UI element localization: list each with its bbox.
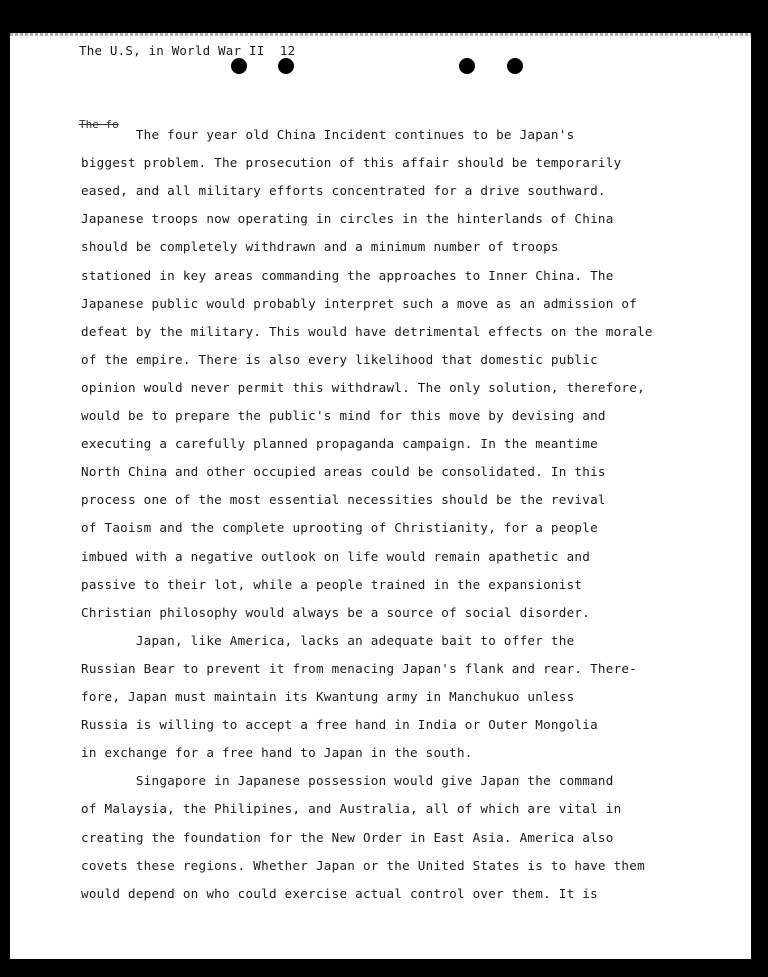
text-line: would depend on who could exercise actual control over them. It is [81, 885, 598, 901]
running-head: The U.S, in World War II 12 [79, 43, 296, 58]
punch-hole [459, 58, 475, 74]
text-line: of Malaysia, the Philipines, and Australia, all of which are vital in [81, 801, 622, 817]
document-page [10, 33, 751, 959]
text-line: The four year old China Incident continues to be Japan's [81, 127, 575, 142]
text-line: Singapore in Japanese possession would give Japan the command [81, 773, 614, 789]
text-line: executing a carefully planned propaganda campaign. In the meantime [81, 436, 598, 452]
text-line: covets these regions. Whether Japan or the United States is to have them [81, 857, 645, 873]
struck-text: The fo [79, 118, 119, 131]
text-line: imbued with a negative outlook on life would remain apathetic and [81, 548, 591, 564]
text-line: fore, Japan must maintain its Kwantung army in Manchukuo unless [81, 689, 575, 704]
text-line: would be to prepare the public's mind for this move by devising and [81, 408, 606, 423]
punch-hole [507, 58, 523, 74]
text-line: in exchange for a free hand to Japan in the south. [81, 745, 473, 761]
text-line: Japanese troops now operating in circles in the hinterlands of China [81, 211, 614, 227]
punch-hole [231, 58, 247, 74]
text-line: Japanese public would probably interpret such a move as an admission of [81, 295, 638, 311]
text-line: Russia is willing to accept a free hand in India or Outer Mongolia [81, 717, 598, 733]
text-line: of Taoism and the complete uprooting of Christianity, for a people [81, 520, 598, 536]
text-line: should be completely withdrawn and a minimum number of troops [81, 239, 559, 255]
text-line: Japan, like America, lacks an adequate bait to offer the [81, 632, 575, 648]
text-line: opinion would never permit this withdrawl. The only solution, therefore, [81, 379, 645, 395]
corner-mark: ' [716, 35, 721, 44]
text-line: Russian Bear to prevent it from menacing Japan's flank and rear. There- [81, 660, 638, 676]
text-line: passive to their lot, while a people trained in the expansionist [81, 576, 583, 592]
punch-hole [278, 58, 294, 74]
text-line: creating the foundation for the New Order in East Asia. America also [81, 829, 614, 845]
text-line: biggest problem. The prosecution of this affair should be temporarily [81, 155, 622, 171]
text-line: stationed in key areas commanding the approaches to Inner China. The [81, 267, 614, 283]
text-line: North China and other occupied areas could be consolidated. In this [81, 464, 606, 480]
text-line: eased, and all military efforts concentrated for a drive southward. [81, 183, 606, 199]
text-line: Christian philosophy would always be a source of social disorder. [81, 604, 591, 620]
text-line: defeat by the military. This would have detrimental effects on the morale [81, 323, 653, 339]
page-top-edge [10, 33, 751, 36]
text-line: of the empire. There is also every likelihood that domestic public [81, 351, 598, 367]
text-line: process one of the most essential necessities should be the revival [81, 492, 606, 508]
